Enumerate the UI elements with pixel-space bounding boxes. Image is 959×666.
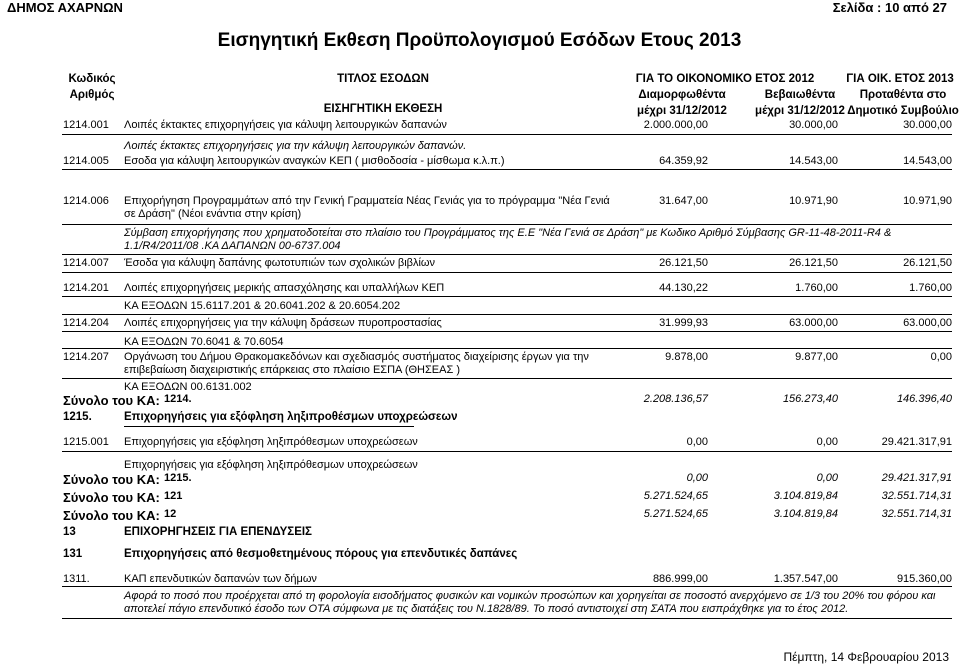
col-certified-line2: μέχρι 31/12/2012: [755, 105, 845, 117]
row-code: 13: [63, 526, 76, 538]
row-formed: 0,00: [686, 436, 708, 448]
row-certified: 9.877,00: [795, 351, 838, 363]
row-divider: [62, 618, 952, 619]
sum-code: 1215.: [164, 472, 192, 484]
row-proposed: 0,00: [930, 351, 952, 363]
sum-code: 121: [164, 490, 183, 502]
row-desc: ΕΠΙΧΟΡΗΓΗΣΕΙΣ ΓΙΑ ΕΠΕΝΔΥΣΕΙΣ: [124, 526, 312, 538]
col-code-heading: [62, 71, 122, 103]
row-note: Επιχορηγήσεις για εξόφληση ληξιπρόθεσμων υποχρεώσεων: [124, 459, 418, 471]
row-certified: 3.104.819,84: [773, 508, 838, 520]
row-code: 1214.207: [63, 351, 109, 363]
row-certified: 156.273,40: [782, 393, 838, 405]
row-proposed: 29.421.317,91: [881, 472, 952, 484]
row-certified: 26.121,50: [789, 257, 838, 269]
row-divider: [62, 348, 952, 349]
row-divider: [62, 169, 952, 170]
sum-code: 12: [164, 508, 177, 520]
row-certified: 30.000,00: [789, 119, 838, 131]
row-divider: [62, 296, 952, 297]
row-note: ΚΑ ΕΞΟΔΩΝ 15.6117.201 & 20.6041.202 & 20.6054.202: [124, 300, 401, 312]
col-proposed-line1: Προταθέντα στο: [859, 89, 947, 101]
row-formed: 886.999,00: [652, 573, 708, 585]
row-proposed: 32.551.714,31: [881, 490, 952, 502]
row-proposed: 10.971,90: [903, 195, 952, 207]
row-certified: 10.971,90: [789, 195, 838, 207]
row-certified: 1.760,00: [795, 282, 838, 294]
row-certified: 63.000,00: [789, 317, 838, 329]
sum-label: Σύνολο του ΚΑ:: [63, 472, 160, 487]
row-formed: 5.271.524,65: [643, 508, 708, 520]
row-desc: Λοιπές επιχορηγήσεις μερικής απασχόλησης και υπαλλήλων ΚΕΠ: [124, 282, 445, 294]
row-desc: Εσοδα για κάλυψη λειτουργικών αναγκών ΚΕΠ ( μισθοδοσία - μίσθωμα κ.λ.π.): [124, 155, 505, 167]
row-proposed: 32.551.714,31: [881, 508, 952, 520]
col-fy2013-heading: ΓΙΑ ΟΙΚ. ΕΤΟΣ 2013: [846, 73, 954, 85]
row-note: Αφορά το ποσό που προέρχεται από τη φορολογία εισοδήματος φυσικών και νομικών προσώπων και χορηγείται σε ποσοστό ανερχόμενο σε 1/3 του 20% του φόρου και αποτελεί πάγιο επενδυτικό έσοδο των ΟΤΑ σύμφωνα με τις διατάξεις του Ν.1828/89. Το ποσό αντιστοιχεί στη ΣΑΤΑ που εισπράχθηκε για το έτος 2012.: [124, 590, 936, 615]
col-formed-line2: μέχρι 31/12/2012: [637, 105, 727, 117]
row-formed: 31.999,93: [659, 317, 708, 329]
row-divider: [62, 314, 952, 315]
row-formed: 31.647,00: [659, 195, 708, 207]
col-formed-heading: [612, 87, 752, 119]
row-formed: 44.130,22: [659, 282, 708, 294]
row-divider: [62, 586, 952, 587]
row-formed: 64.359,92: [659, 155, 708, 167]
row-certified: 14.543,00: [789, 155, 838, 167]
row-code: 1214.005: [63, 155, 109, 167]
row-proposed: 146.396,40: [896, 393, 952, 405]
sum-label: Σύνολο του ΚΑ:: [63, 490, 160, 505]
row-proposed: 14.543,00: [903, 155, 952, 167]
col-title-heading: ΤΙΤΛΟΣ ΕΣΟΔΩΝ: [337, 73, 429, 85]
col-proposed-heading: [838, 87, 959, 119]
row-note: Λοιπές έκτακτες επιχορηγήσεις για την κάλυψη λειτουργικών δαπανών.: [124, 140, 467, 152]
col-code-line1: Κωδικός: [68, 73, 116, 85]
row-code: 1214.001: [63, 119, 109, 131]
row-formed: 0,00: [686, 472, 708, 484]
col-certified-line1: Βεβαιωθέντα: [764, 89, 836, 101]
row-certified: 3.104.819,84: [773, 490, 838, 502]
document-title: Εισηγητική Εκθεση Προϋπολογισμού Εσόδων Ετους 2013: [217, 30, 742, 51]
row-formed: 2.000.000,00: [643, 119, 708, 131]
row-divider: [62, 331, 952, 332]
row-note: ΚΑ ΕΞΟΔΩΝ 70.6041 & 70.6054: [124, 336, 284, 348]
row-certified: 0,00: [816, 436, 838, 448]
row-desc: Επιχορηγήσεις για εξόφληση ληξιπροθέσμων υποχρεώσεων: [124, 411, 458, 423]
municipality-name: ΔΗΜΟΣ ΑΧΑΡΝΩΝ: [7, 0, 123, 15]
sum-label: Σύνολο του ΚΑ:: [63, 508, 160, 523]
page-indicator: Σελίδα : 10 από 27: [832, 0, 947, 15]
footer-date: Πέμπτη, 14 Φεβρουαρίου 2013: [783, 650, 949, 664]
row-divider: [62, 254, 952, 255]
row-formed: 26.121,50: [659, 257, 708, 269]
row-proposed: 30.000,00: [903, 119, 952, 131]
col-code-line2: Αριθμός: [69, 89, 115, 101]
row-divider: [62, 224, 952, 225]
row-desc: Έσοδα για κάλυψη δαπάνης φωτοτυπιών των σχολικών βιβλίων: [124, 257, 436, 269]
row-divider: [62, 134, 952, 135]
row-code: 1214.204: [63, 317, 109, 329]
row-divider: [62, 272, 952, 273]
row-desc: Επιχορηγήσεις από θεσμοθετημένους πόρους για επενδυτικές δαπάνες: [124, 548, 518, 560]
row-divider: [62, 378, 952, 379]
row-note: Σύμβαση επιχορήγησης που χρηματοδοτείται στο πλαίσιο του Προγράμματος της Ε.Ε "Νέα Γενιά σε Δράση" με Κωδικο Αριθμό Σύμβασης GR-11-48-2011-R4 & 1.1/R4/2011/08 .ΚΑ ΔΑΠΑΝΩΝ 00-6737.004: [124, 227, 892, 252]
row-desc: Λοιπές επιχορηγήσεις για την κάλυψη δράσεων πυροπροστασίας: [124, 317, 442, 329]
sum-label: Σύνολο του ΚΑ:: [63, 393, 160, 408]
row-note: ΚΑ ΕΞΟΔΩΝ 00.6131.002: [124, 381, 252, 393]
col-fy2012-heading: ΓΙΑ ΤΟ ΟΙΚΟΝΟΜΙΚΟ ΕΤΟΣ 2012: [635, 73, 815, 85]
row-formed: 2.208.136,57: [643, 393, 708, 405]
row-certified: 1.357.547,00: [773, 573, 838, 585]
row-code: 1214.201: [63, 282, 109, 294]
row-code: 1214.007: [63, 257, 109, 269]
col-proposed-line2: Δημοτικό Συμβούλιο: [847, 105, 959, 117]
sum-code: 1214.: [164, 393, 192, 405]
col-report-heading: ΕΙΣΗΓΗΤΙΚΗ ΕΚΘΕΣΗ: [323, 103, 443, 115]
row-proposed: 915.360,00: [896, 573, 952, 585]
row-code: 1215.001: [63, 436, 109, 448]
row-desc: Λοιπές έκτακτες επιχορηγήσεις για κάλυψη λειτουργικών δαπανών: [124, 119, 447, 131]
row-proposed: 29.421.317,91: [881, 436, 952, 448]
row-formed: 5.271.524,65: [643, 490, 708, 502]
row-divider: [62, 451, 952, 452]
row-code: 1214.006: [63, 195, 109, 207]
row-desc: Οργάνωση του Δήμου Θρακομακεδόνων και σχεδιασμός συστήματος διαχείρισης έργων για την επιβεβαίωση διαχειριστικής επάρκειας στο πλαίσιο ΕΣΠΑ (ΘΗΣΕΑΣ ): [124, 351, 589, 376]
row-desc: ΚΑΠ επενδυτικών δαπανών των δήμων: [124, 573, 317, 585]
row-desc: Επιχορηγήσεις για εξόφληση ληξιπρόθεσμων υποχρεώσεων: [124, 436, 418, 448]
row-proposed: 63.000,00: [903, 317, 952, 329]
row-certified: 0,00: [816, 472, 838, 484]
row-desc: Επιχορήγηση Προγραμμάτων από την Γενική Γραμματεία Νέας Γενιάς για το πρόγραμμα "Νέα Γενιά σε Δράση" (Νέοι ενάντια στην κρίση): [124, 195, 610, 220]
row-code: 131: [63, 548, 83, 560]
row-code: 1311.: [63, 573, 90, 585]
row-proposed: 1.760,00: [909, 282, 952, 294]
row-divider: [124, 426, 414, 427]
col-formed-line1: Διαμορφωθέντα: [638, 89, 726, 101]
row-code: 1215.: [63, 411, 92, 423]
row-proposed: 26.121,50: [903, 257, 952, 269]
row-formed: 9.878,00: [665, 351, 708, 363]
